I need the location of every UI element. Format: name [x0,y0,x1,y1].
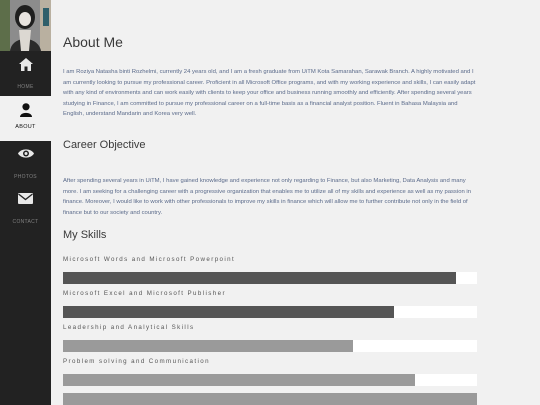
sidebar [0,0,51,405]
skills-heading: My Skills [63,229,107,241]
profile-photo [0,0,51,51]
skill-bar-fill [63,306,394,318]
nav-contact[interactable] [0,186,51,231]
skill-label: Leadership and Analytical Skills [63,324,195,331]
nav-about[interactable] [0,96,51,141]
page-title: About Me [63,34,123,50]
skill-bar [63,306,477,318]
home-icon [0,58,51,74]
avatar [0,0,51,51]
user-icon [0,103,51,119]
skill-bar [63,340,477,352]
skill-bar-fill [63,272,456,284]
career-objective-heading: Career Objective [63,139,146,151]
skill-bar [63,272,477,284]
envelope-icon [0,193,51,209]
nav-photos[interactable] [0,141,51,186]
skill-bar [63,393,477,405]
skill-bar [63,374,477,386]
nav-about-label: ABOUT [15,124,36,130]
career-objective-text: After spending several years in UiTM, I have gained knowledge and experience not only regarding to Finance, but also Marketing, Data Analysis and many more. I am seeking for a challenging career with a progressive organization that enables me to utilize all of my skills and experience as well as my passion in finance. Moreover, I would like to work with other professionals to improve my skills in finance which will allow me to further contribute not only in the field of finance but to our society and country. [63,178,471,216]
nav-contact-label: CONTACT [12,219,39,225]
skill-bar-fill [63,374,415,386]
nav-photos-label: PHOTOS [14,174,37,180]
nav-home-label: HOME [17,84,34,90]
nav-home[interactable] [0,51,51,96]
skill-bar-fill [63,393,477,405]
skill-label: Problem solving and Communication [63,358,210,365]
skill-bar-fill [63,340,353,352]
skill-label: Microsoft Words and Microsoft Powerpoint [63,256,236,263]
eye-icon [0,148,51,164]
skill-label: Microsoft Excel and Microsoft Publisher [63,290,226,297]
about-text: I am Roziya Natasha binti Rozhelmi, currently 24 years old, and I am a fresh graduate from UiTM Kota Samarahan, Sarawak Branch. A highly motivated and I am currently looking to pursue my professional career. Proficient in all Microsoft Office programs, and with my working experience and skills, I can easily adapt with any kind of environments and can work easily with clients to keep your office and business running smoothly and efficiently. After spending several years studying in Finance, I am committed to pursue my professional career on a full-time basis as a financial analyst position. Fluent in Bahasa Malaysia and English, understand Mandarin and Korea very well. [63,69,476,117]
